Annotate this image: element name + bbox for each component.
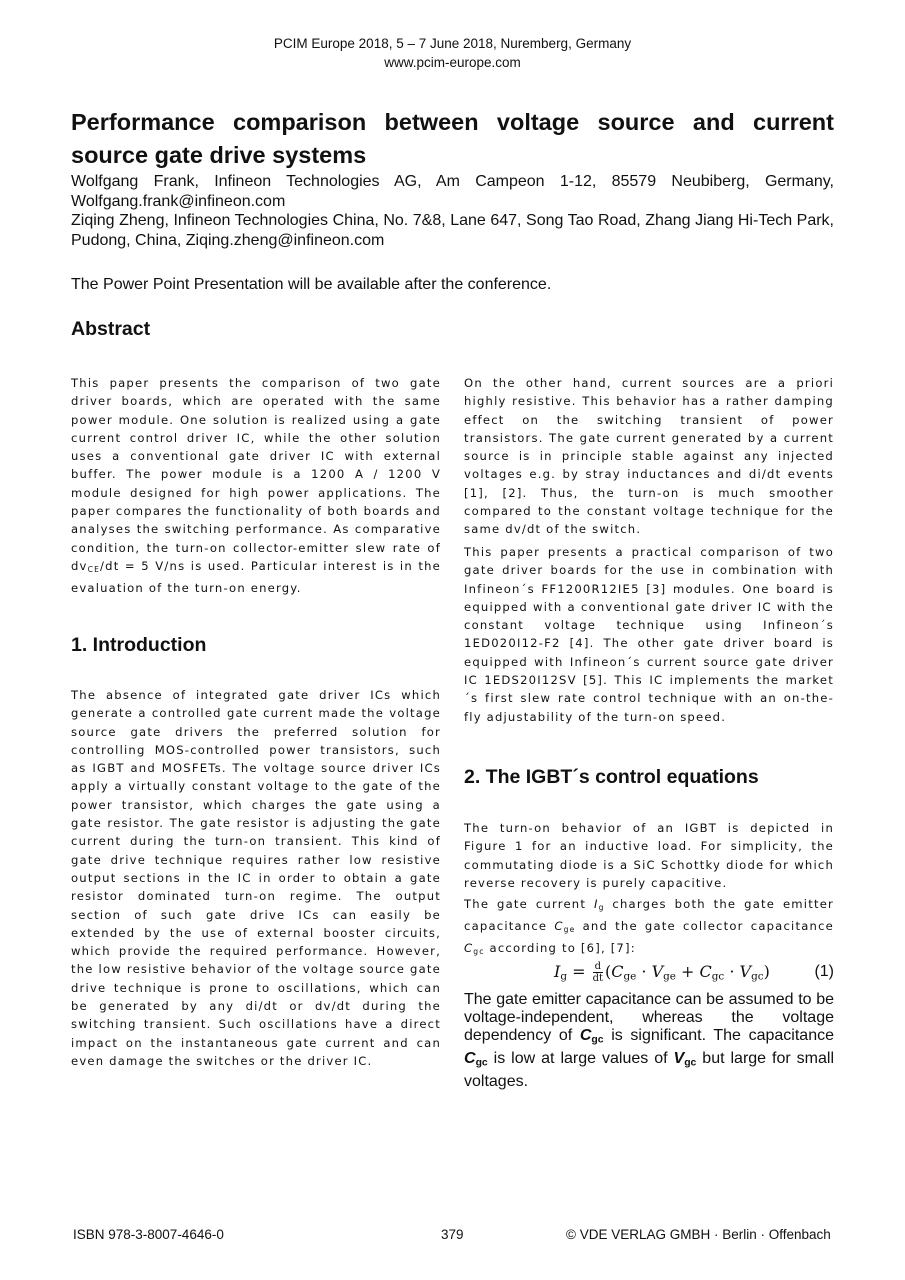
eq-derivative — [593, 961, 603, 984]
variable-c: C — [464, 1050, 476, 1068]
eq-frac-den: dt — [592, 973, 603, 984]
eq-var-v: V — [651, 962, 664, 981]
eq-paren-open: ( — [604, 962, 612, 981]
abstract-text — [71, 374, 441, 597]
variable-v: V — [673, 1050, 685, 1068]
section-2-heading: 2. The IGBT´s control equations — [464, 766, 759, 788]
eq-dot: · — [724, 962, 740, 981]
variable-c: C — [464, 941, 474, 956]
subscript-ge: ge — [563, 925, 576, 935]
text-fragment: charges both the gate emitter capacitance — [464, 897, 834, 934]
eq-sub-gc: gc — [711, 970, 725, 983]
text-fragment: but large for small voltages. — [464, 1050, 834, 1090]
eq-lhs-sub: g — [560, 970, 567, 983]
equation-1 — [464, 957, 834, 989]
eq-equals: = — [566, 962, 591, 981]
page-header — [0, 34, 905, 72]
introduction-text: The absence of integrated gate driver ICs which generate a controlled gate current made the voltage source gate drivers the preferred solution for controlling MOS-controlled power transistors, such as IGBT and MOSFETs. The voltage source driver ICs apply a virtually constant voltage to the gate of the power transistor, which charges the gate using a gate resistor. The gate resistor is adjusting the gate current during the turn-on transient. This kind of gate drive technique requires rather low resistive output sections in the IC in order to obtain a gate resistor dominated turn-on regime. The output section of such gate drive ICs can easily be extended by the use of external booster circuits, which provide the required performance. However, the low resistive behavior of the voltage source gate drive technique is prone to oscillations, which can be generated by any di/dt or dv/dt during the switching transient. Such oscillations have a direct impact on the instantaneous gate current and can even damage the switches or the driver IC. — [71, 688, 441, 1068]
text-fragment: The gate current — [464, 897, 594, 911]
subscript-gc: gc — [475, 1057, 488, 1069]
conference-line: PCIM Europe 2018, 5 – 7 June 2018, Nuremberg, Germany — [273, 36, 632, 51]
eq-dot: · — [636, 962, 652, 981]
eq-sub-gc: gc — [751, 970, 764, 983]
author-1: Wolfgang Frank, Infineon Technologies AG, Am Campeon 1-12, 85579 Neubiberg, Germany, Wolfgang.frank@infineon.com — [71, 173, 834, 210]
presentation-note: The Power Point Presentation will be available after the conference. — [71, 276, 552, 293]
abstract-subscript-ce: CE — [87, 564, 101, 574]
abstract-text-part-1: This paper presents the comparison of two gate driver boards, which are operated with the same power module. One solution is realized using a gate current control driver IC, while the other solution uses a conventional gate driver IC with external buffer. The power module is a 1200 A / 1200 V module designed for high power applications. The paper compares the functionality of both boards and analyses the switching performance. As comparative condition, the turn-on collector-emitter slew rate of dv — [71, 376, 441, 573]
text-fragment: is low at large values of — [487, 1050, 674, 1068]
eq-frac-num: d — [593, 961, 603, 973]
eq-var-c: C — [699, 962, 712, 981]
equation-number: (1) — [814, 963, 834, 980]
abstract-heading: Abstract — [71, 318, 151, 340]
author-block — [71, 172, 834, 250]
footer-copyright: © VDE VERLAG GMBH · Berlin · Offenbach — [566, 1227, 831, 1242]
text-fragment: and the gate collector capacitance — [575, 919, 834, 934]
text-fragment: is significant. The capacitance — [603, 1027, 834, 1045]
eq-var-c: C — [611, 962, 624, 981]
right-paragraph-1: On the other hand, current sources are a priori highly resistive. This behavior has a rather damping effect on the switching transient of power transistors. The gate current generated by a current source is in principle stable against any injected voltages e.g. by stray inductances and di/dt events [1], [2]. Thus, the turn-on is much smoother compared to the constant voltage technique for the same dv/dt of the switch. — [464, 376, 834, 537]
eq-var-v: V — [739, 962, 752, 981]
subscript-gc: gc — [473, 947, 485, 957]
variable-i: I — [593, 897, 599, 911]
author-2: Ziqing Zheng, Infineon Technologies China, No. 7&8, Lane 647, Song Tao Road, Zhang Jiang Hi-Tech Park, Pudong, China, Ziqing.zheng@infineon.com — [71, 212, 834, 249]
paper-title: Performance comparison between voltage source and current source gate drive systems — [71, 109, 834, 168]
subscript-g: g — [598, 902, 605, 912]
eq-sub-ge: ge — [663, 970, 676, 983]
subscript-gc: gc — [591, 1035, 604, 1046]
variable-c: C — [554, 919, 564, 934]
abstract-text-part-2: /dt = 5 V/ns is used. Particular interest is in the evaluation of the turn-on energy. — [71, 558, 441, 596]
eq-sub-ge: ge — [623, 970, 637, 983]
conference-website[interactable]: www.pcim-europe.com — [384, 55, 521, 70]
text-fragment: The gate emitter capacitance can be assumed to be voltage-independent, whereas the voltage dependency of — [464, 991, 834, 1045]
eq-plus: + — [675, 962, 700, 981]
eq-lhs-var: I — [554, 962, 561, 981]
right-paragraph-2: This paper presents a practical comparison of two gate driver boards for the use in combination with Infineon´s FF1200R12IE5 [3] modules. One board is equipped with a conventional gate driver IC with the constant voltage technique using Infineon´s 1ED020I12-F2 [4]. The other gate driver board is equipped with Infineon´s current source gate driver IC 1EDS20I12SV [5]. This IC implements the market´s first slew rate control technique with an on-the-fly adjustability of the turn-on speed. — [464, 545, 834, 724]
footer-page-number: 379 — [441, 1227, 464, 1242]
subscript-gc: gc — [684, 1057, 697, 1069]
equation-body — [554, 961, 770, 984]
variable-c: C — [579, 1027, 592, 1045]
text-fragment: according to [6], [7]: — [484, 941, 636, 956]
introduction-heading: 1. Introduction — [71, 634, 207, 656]
section-2-paragraph-1: The turn-on behavior of an IGBT is depicted in Figure 1 for an inductive load. For simplicity, the commutating diode is a SiC Schottky diode for which reverse recovery is purely capacitive. — [464, 821, 834, 890]
eq-paren-close: ) — [763, 962, 770, 981]
footer-isbn: ISBN 978-3-8007-4646-0 — [73, 1227, 224, 1242]
section-2-paragraph-3 — [464, 991, 834, 1091]
section-2-paragraph-2 — [464, 895, 834, 962]
